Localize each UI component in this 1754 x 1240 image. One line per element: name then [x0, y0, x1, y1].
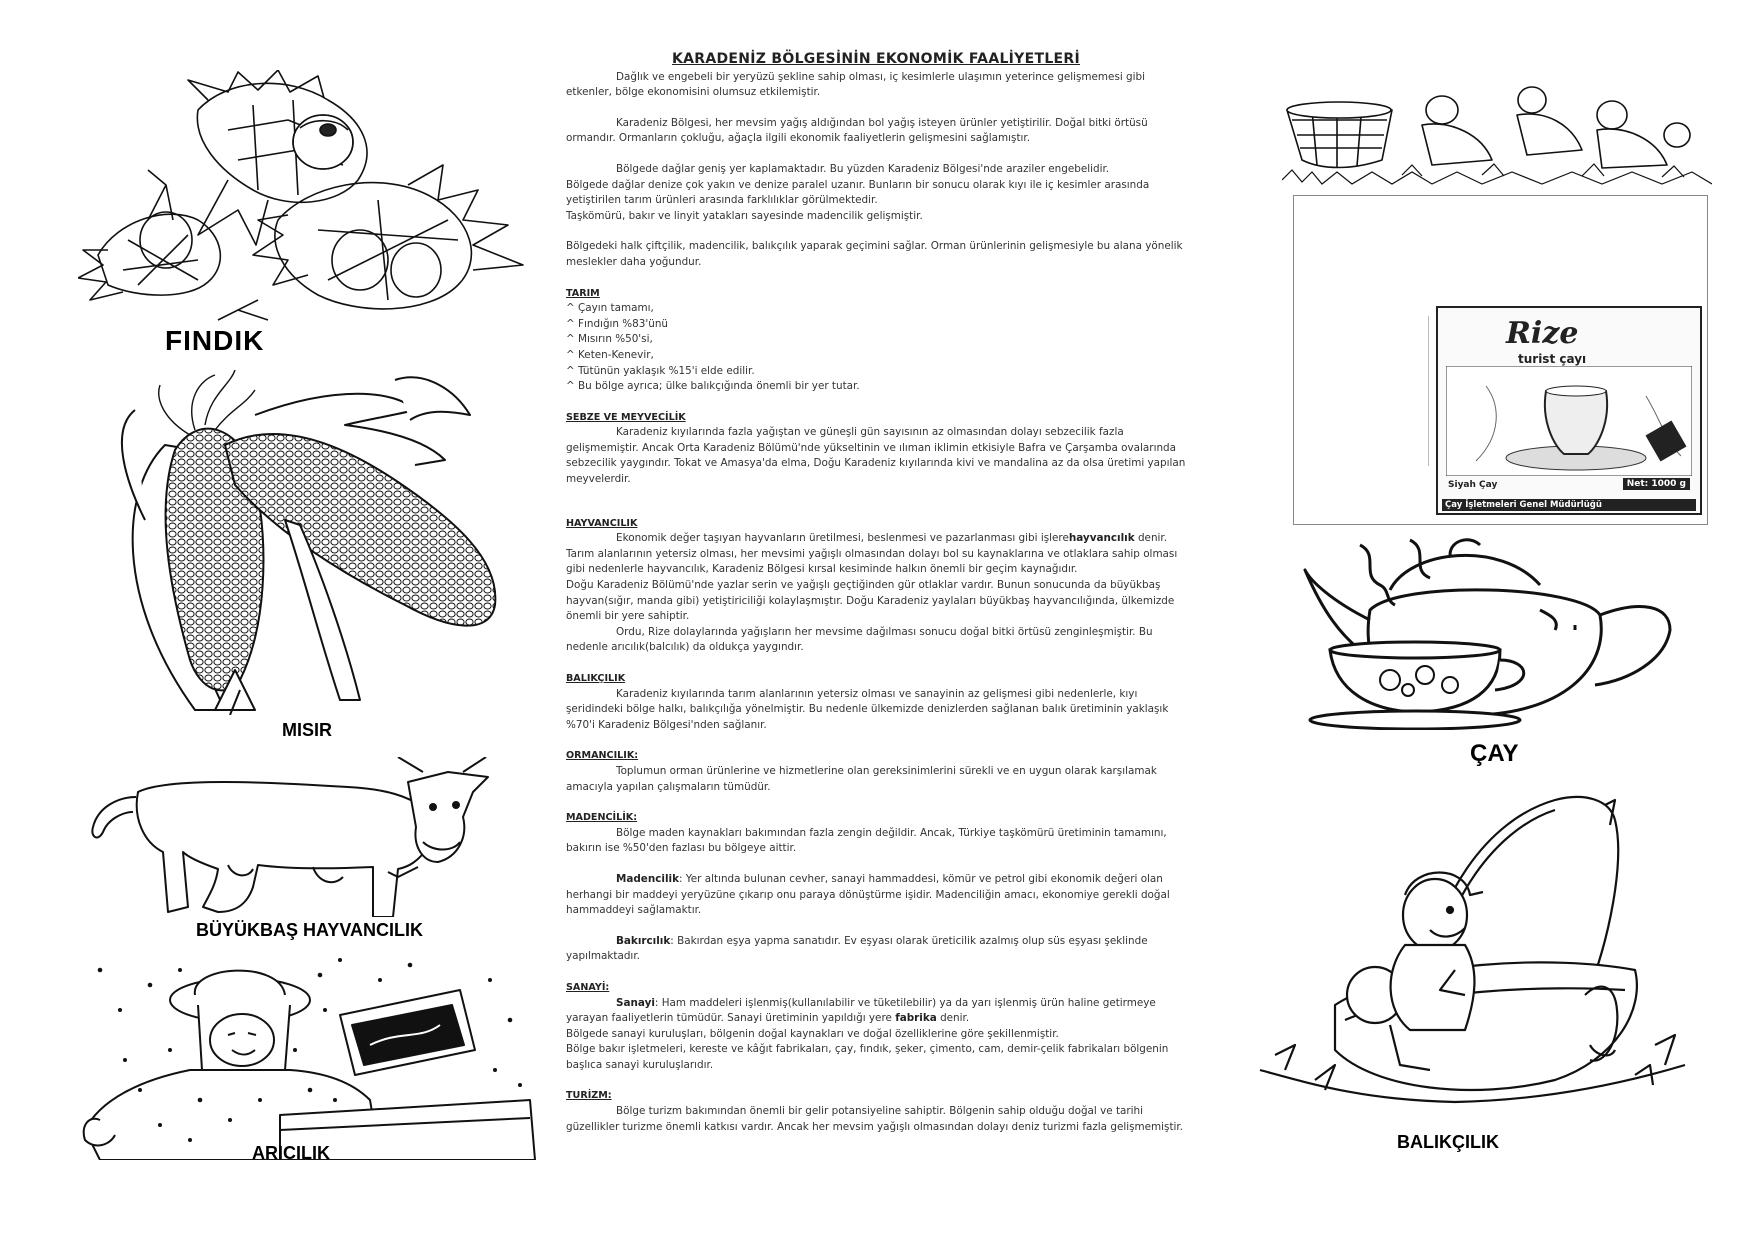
cow-drawing	[88, 757, 498, 917]
tarim-heading: TARIM	[566, 287, 600, 299]
madencilik-def-text: : Yer altında bulunan cevher, sanayi hammaddesi, kömür ve petrol gibi ekonomik değeri olan herhangi bir maddeyi yeryüzüne çıkarıp onu paraya dönüştürme işidir. Madenciliğin amacı, ekonomiye gerekli doğal hammaddeyi sağlamaktır.	[566, 872, 1170, 917]
tea-glass-icon	[1446, 366, 1692, 476]
hayvancilik-definition	[566, 531, 1186, 547]
fisherman-illustration	[1255, 780, 1695, 1110]
mountains-paragraph: Bölgede dağlar geniş yer kaplamaktadır. Bu yüzden Karadeniz Bölgesi'nde araziler engebelidir.	[616, 162, 1110, 175]
findik-caption: FINDIK	[165, 325, 265, 356]
hayvancilik-def-end: denir.	[1134, 532, 1168, 545]
sanayi-heading: SANAYİ:	[566, 981, 610, 993]
cow-illustration	[88, 757, 498, 917]
hayvancilik-paragraph: Doğu Karadeniz Bölümü'nde yazlar serin ve yağışlı geçtiğinden gür otlaklar vardır. Bunun sonucunda da büyükbaş hayvan(sığır, manda gibi) yetiştiriciliği kolaylaşmıştır. Doğu Karadeniz yaylaları büyükbaş hayvancılığında, ülkemizde önemli bir yere sahiptir.	[566, 579, 1175, 623]
bakircilik-definition	[566, 934, 1186, 965]
tarim-item: ^ Mısırın %50'si,	[566, 333, 653, 346]
hayvancilik-heading: HAYVANCILIK	[566, 517, 638, 529]
ormancilik-paragraph: Toplumun orman ürünlerine ve hizmetlerine olan gereksinimlerini sürekli ve en uygun olarak karşılamak amacıyla yapılan çalışmaların tümüdür.	[566, 764, 1157, 793]
sanayi-term: Sanayi	[616, 996, 655, 1009]
tea-brand: Rize	[1506, 316, 1579, 351]
hayvancilik-def-text: Ekonomik değer taşıyan hayvanların üretilmesi, beslenmesi ve pazarlanması gibi işlere	[616, 532, 1069, 545]
sebze-heading: SEBZE VE MEYVECİLİK	[566, 411, 686, 423]
document-text	[566, 52, 1186, 1135]
intro-paragraph: Dağlık ve engebeli bir yeryüzü şekline sahip olması, iç kesimlerle ulaşımın yeterince gelişmemesi gibi etkenler, bölge ekonomisini olumsuz etkilemiştir.	[566, 70, 1146, 99]
tarim-item: ^ Çayın tamamı,	[566, 302, 654, 315]
bakircilik-term: Bakırcılık	[616, 934, 671, 947]
tea-package	[1293, 195, 1708, 525]
sanayi-paragraph: Bölge bakır işletmeleri, kereste ve kâğıt fabrikaları, çay, fındık, şeker, çimento, cam, demir-çelik fabrikaları bölgenin başlıca sanayi kuruluşlarıdır.	[566, 1043, 1169, 1071]
aricilik-paragraph: Ordu, Rize dolaylarında yağışların her mevsime dağılması sonucu doğal bitki örtüsü zenginleşmiştir. Bu nedenle arıcılık(balcılık) da oldukça yaygındır.	[566, 625, 1153, 654]
aricilik-caption: ARICILIK	[252, 1143, 330, 1163]
misir-caption: MISIR	[282, 720, 333, 740]
teapot-drawing	[1300, 530, 1680, 730]
beekeeper-illustration	[80, 950, 540, 1160]
turizm-paragraph: Bölge turizm bakımından önemli bir gelir potansiyeline sahiptir. Bölgenin sahip olduğu doğal ve tarihi güzellikler turizme önemli katkısı vardır. Ancak her mevsim yağışlı olmasından dolayı deniz turizmi fazla gelişmemiştir.	[566, 1105, 1184, 1133]
madencilik-heading: MADENCİLİK:	[566, 812, 638, 824]
cay-caption: ÇAY	[1470, 740, 1519, 767]
madencilik-term: Madencilik	[616, 872, 679, 885]
forest-paragraph: Karadeniz Bölgesi, her mevsim yağış aldığından bol yağış isteyen ürünler yetiştirilir. Doğal bitki örtüsü ormandır. Ormanların çokluğu, ağaçla ilgili ekonomik faaliyetlerin gelişmesini sağlamıştır.	[566, 116, 1148, 145]
madencilik-paragraph: Bölge maden kaynakları bakımından fazla zengin değildir. Ancak, Türkiye taşkömürü üretiminin tamamını, bakırın ise %50'den fazlası bu bölgeye aittir.	[566, 826, 1167, 855]
tea-package-side	[1298, 316, 1429, 466]
tea-pickers-illustration	[1282, 80, 1712, 190]
madencilik-definition	[566, 872, 1186, 919]
tea-pickers-drawing	[1282, 80, 1712, 190]
hazelnut-illustration	[78, 70, 528, 325]
turizm-heading: TURİZM:	[566, 1090, 612, 1102]
page-title: KARADENİZ BÖLGESİNİN EKONOMİK FAALİYETLERİ	[671, 51, 1081, 67]
mining-line: Taşkömürü, bakır ve linyit yatakları sayesinde madencilik gelişmiştir.	[566, 209, 923, 222]
sebze-paragraph: Karadeniz kıyılarında fazla yağıştan ve güneşli gün sayısının az olmasından dolayı sebzecilik fazla gelişmemiştir. Ancak Orta Karadeniz Bölümü'nde yükseltinin ve ılıman iklimin etkisiyle Bafra ve Çarşamba ovalarında sebzecilik yaygındır. Tokat ve Amasya'da elma, Doğu Karadeniz kıyılarında kivi ve mandalina az da olsa üretimi yapılan meyvelerdir.	[566, 426, 1186, 486]
tea-variety: Siyah Çay	[1448, 480, 1498, 490]
bakircilik-def-text: : Bakırdan eşya yapma sanatıdır. Ev eşyası olarak üreticilik azalmış olup süs eşyası şeklinde yapılmaktadır.	[566, 934, 1148, 963]
tea-package-front	[1436, 306, 1702, 515]
sanayi-paragraph: Bölgede sanayi kuruluşları, bölgenin doğal kaynakları ve doğal özelliklerine göre şekillenmiştir.	[566, 1027, 1059, 1040]
buyukbas-caption: BÜYÜKBAŞ HAYVANCILIK	[196, 920, 424, 940]
balikcilik-paragraph: Karadeniz kıyılarında tarım alanlarının yetersiz olması ve sanayinin az gelişmesi gibi nedenlerle, kıyı şeridindeki bölge halkı, balıkçılığa yönelmiştir. Bu nedenle ülkemizde denizlerden sağlanan balık üretiminin yaklaşık %70'i Karadeniz Bölgesi'nden sağlanır.	[566, 687, 1169, 731]
tarim-item: ^ Keten-Kenevir,	[566, 348, 654, 361]
teapot-illustration	[1300, 530, 1680, 730]
tarim-item: ^ Bu bölge ayrıca; ülke balıkçığında önemli bir yer tutar.	[566, 380, 860, 393]
hayvancilik-paragraph: Tarım alanlarının yetersiz olması, her mevsimi yağışlı olmasından dolayı bol su kaynaklarına ve otlaklara sahip olması gibi nedenlerle hayvancılık, Karadeniz Bölgesi kırsal kesiminde halkın önemli bir geçim kaynağıdır.	[566, 547, 1178, 576]
ormancilik-heading: ORMANCILIK:	[566, 750, 639, 762]
sanayi-def-end: denir.	[936, 1012, 970, 1025]
balikcilik-heading: BALIKÇILIK	[566, 673, 626, 684]
livelihood-paragraph: Bölgedeki halk çiftçilik, madencilik, balıkçılık yaparak geçimini sağlar. Orman ürünlerinin gelişmesiyle bu alana yönelik meslekler daha yoğundur.	[566, 240, 1183, 268]
hazelnut-drawing	[78, 70, 528, 325]
tea-maker: Çay İşletmeleri Genel Müdürlüğü	[1442, 499, 1696, 511]
coast-paragraph: Bölgede dağlar denize çok yakın ve denize paralel uzanır. Bunların bir sonucu olarak kıyı ile iç kesimler arasında yetiştirilen tarım ürünleri arasında farklılıklar görülmektedir.	[566, 178, 1150, 207]
tarim-item: ^ Fındığın %83'ünü	[566, 317, 669, 330]
beekeeper-drawing	[80, 950, 540, 1160]
tarim-item: ^ Tütünün yaklaşık %15'i elde edilir.	[566, 364, 755, 377]
tea-weight: Net: 1000 g	[1623, 478, 1690, 490]
sanayi-definition	[566, 996, 1186, 1027]
tea-subtitle: turist çayı	[1518, 352, 1587, 366]
corn-illustration	[105, 370, 505, 715]
corn-drawing	[105, 370, 505, 715]
fabrika-term: fabrika	[895, 1012, 937, 1025]
hayvancilik-term: hayvancılık	[1068, 532, 1135, 545]
fisherman-drawing	[1255, 780, 1695, 1110]
sanayi-def-text: : Ham maddeleri işlenmiş(kullanılabilir ve tüketilebilir) ya da yarı işlenmiş ürün haline getirmeye yarayan faaliyetlerin tümüdür. Sanayi üretiminin yapıldığı yere	[566, 996, 1156, 1025]
balikcilik-caption: BALIKÇILIK	[1397, 1132, 1499, 1152]
